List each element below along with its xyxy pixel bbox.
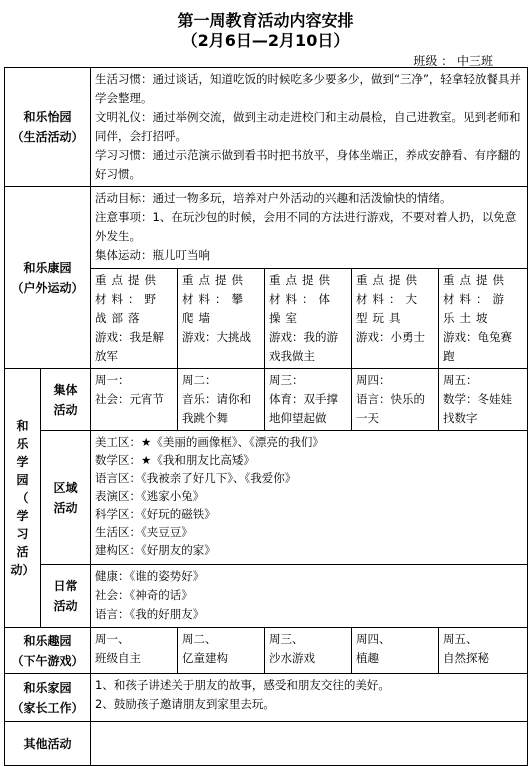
outdoor-cell: 重点提供材料：攀爬墙 游戏：大挑战 xyxy=(178,269,265,369)
outdoor-cell: 重点提供材料：野战部落 游戏：我是解放军 xyxy=(91,269,178,369)
area-line: 数学区：★《我和朋友比高矮》 xyxy=(95,453,255,467)
group-day-cell: 周五： 数学：冬娃娃找数字 xyxy=(439,369,528,431)
area-activity-row xyxy=(5,431,528,565)
family-line: 2、鼓励孩子邀请朋友到家里去玩。 xyxy=(95,697,275,711)
area-line: 科学区：《好玩的磁铁》 xyxy=(95,507,216,521)
area-line: 建构区：《好朋友的家》 xyxy=(95,543,216,557)
outdoor-line: 集体运动：瓶儿叮当响 xyxy=(95,248,211,262)
area-line: 生活区：《夹豆豆》 xyxy=(95,525,193,539)
daily-activity-content xyxy=(91,565,528,628)
daily-activity-label: 日常 活动 xyxy=(41,565,91,628)
group-day-cell: 周四： 语言：快乐的一天 xyxy=(352,369,439,431)
group-activity-row xyxy=(5,369,528,431)
page-title: 第一周教育活动内容安排 xyxy=(177,11,354,30)
afternoon-day-cell: 周五、 自然探秘 xyxy=(439,628,528,674)
schedule-table xyxy=(4,67,528,766)
afternoon-row xyxy=(5,628,528,674)
afternoon-category: 和乐趣园 （下午游戏） xyxy=(5,628,91,674)
outdoor-row xyxy=(5,187,528,269)
area-activity-label: 区域 活动 xyxy=(41,431,91,565)
area-line: 表演区：《逃家小兔》 xyxy=(95,489,205,503)
life-category: 和乐怡园 （生活活动） xyxy=(5,68,91,187)
life-content xyxy=(91,68,528,187)
outdoor-cell: 重点提供材料：游乐土坡 游戏：龟兔赛跑 xyxy=(439,269,528,369)
family-category: 和乐家园 （家长工作） xyxy=(5,674,91,722)
afternoon-day-cell: 周一、 班级自主 xyxy=(91,628,178,674)
life-line: 学习习惯：通过示范演示做到看书时把书放平，身体坐端正，养成安静看、有序翻的好习惯。 xyxy=(95,148,521,181)
group-day-cell: 周一： 社会：元宵节 xyxy=(91,369,178,431)
family-line: 1、和孩子讲述关于朋友的故事，感受和朋友交往的美好。 xyxy=(95,678,390,692)
daily-line: 社会：《神奇的话》 xyxy=(95,588,193,602)
area-line: 美工区：★《美丽的画像框》、《漂亮的我们》 xyxy=(95,435,324,449)
other-content xyxy=(91,722,528,766)
outdoor-cell: 重点提供材料：体操室 游戏：我的游戏我做主 xyxy=(265,269,352,369)
outdoor-line: 活动目标：通过一物多玩，培养对户外活动的兴趣和活泼愉快的情绪。 xyxy=(95,191,452,205)
study-category: 和 乐 学 园 （ 学 习 活 动） xyxy=(5,369,41,628)
area-activity-content xyxy=(91,431,528,565)
daily-line: 健康：《谁的姿势好》 xyxy=(95,569,205,583)
outdoor-cell: 重点提供材料：大型玩具 游戏：小勇士 xyxy=(352,269,439,369)
life-line: 文明礼仪：通过举例交流，做到主动走进校门和主动晨检，自己进教室。见到老师和同伴，会打招呼。 xyxy=(95,110,521,143)
outdoor-content xyxy=(91,187,528,269)
date-range: （2月6日—2月10日） xyxy=(181,31,350,50)
daily-activity-row xyxy=(5,565,528,628)
other-row xyxy=(5,722,528,766)
group-day-cell: 周三： 体育：双手撑地仰望起做 xyxy=(265,369,352,431)
outdoor-line: 注意事项：1、在玩沙包的时候，会用不同的方法进行游戏，不要对着人扔，以免意外发生。 xyxy=(95,210,517,243)
life-row xyxy=(5,68,528,187)
family-row xyxy=(5,674,528,722)
group-activity-label: 集体 活动 xyxy=(41,369,91,431)
area-line: 语言区：《我被亲了好几下》、《我爱你》 xyxy=(95,471,297,485)
life-line: 生活习惯：通过谈话，知道吃饭的时候吃多少要多少，做到“三净”，轻拿轻放餐具并学会整理。 xyxy=(95,72,521,105)
daily-line: 语言：《我的好朋友》 xyxy=(95,607,205,621)
afternoon-day-cell: 周二、 亿童建构 xyxy=(178,628,265,674)
class-label: 班级 ： 中三班 xyxy=(413,54,493,68)
other-category: 其他活动 xyxy=(5,722,91,766)
outdoor-category: 和乐康园 （户外运动） xyxy=(5,187,91,369)
family-content xyxy=(91,674,528,722)
afternoon-day-cell: 周三、 沙水游戏 xyxy=(265,628,352,674)
afternoon-day-cell: 周四、 植趣 xyxy=(352,628,439,674)
group-day-cell: 周二： 音乐：请你和我跳个舞 xyxy=(178,369,265,431)
